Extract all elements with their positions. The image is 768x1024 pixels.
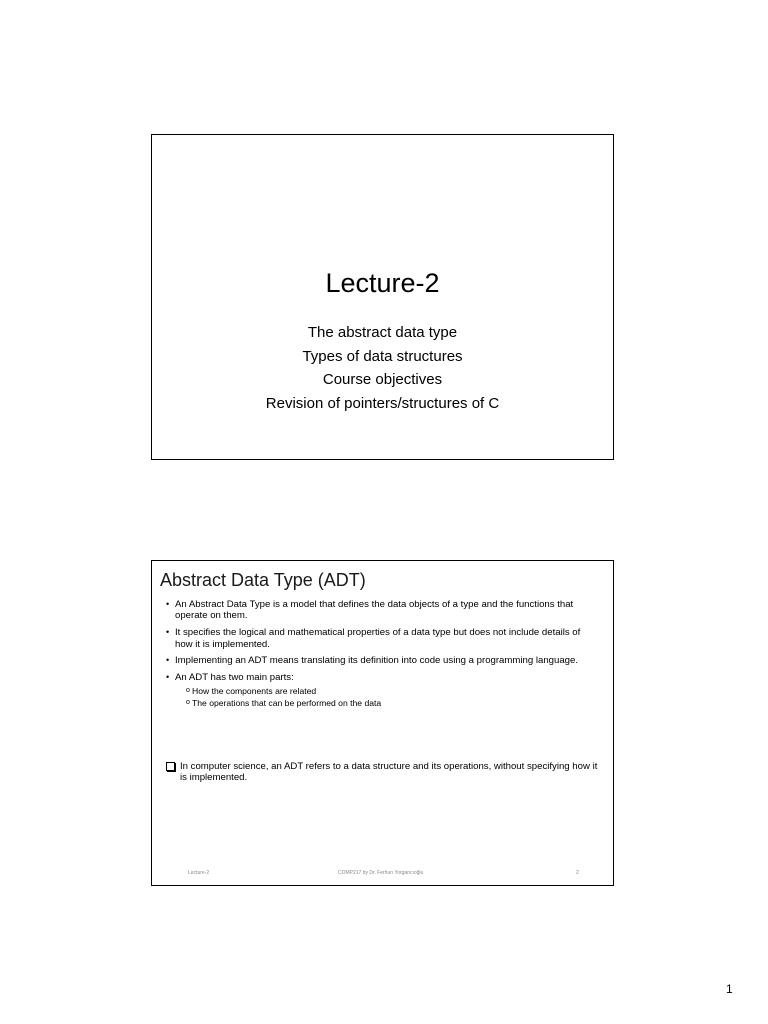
topic-item: Revision of pointers/structures of C [265, 394, 500, 412]
bullet-item [152, 672, 592, 709]
topic-item: The abstract data type [307, 324, 458, 341]
slide-title: Lecture-2 [325, 268, 440, 298]
topic-item: Types of data structures [302, 347, 463, 365]
topic-list [152, 321, 613, 415]
note-text: In computer science, an ADT refers to a data structure and its operations, without specifying how it is implemented. [180, 761, 598, 784]
checkbox-bullet-icon [166, 762, 175, 771]
circle-bullet-icon: o [186, 699, 190, 707]
bullet-icon: • [166, 627, 170, 638]
sub-bullet-list [175, 685, 592, 710]
bullet-text: Implementing an ADT means translating its definition into code using a programming language. [175, 655, 578, 667]
bullet-item [152, 627, 592, 650]
note [166, 761, 600, 784]
slide-2 [151, 560, 614, 886]
sub-bullet-item [175, 697, 592, 709]
bullet-list [152, 599, 592, 715]
page-number: 1 [726, 982, 733, 996]
bullet-text: It specifies the logical and mathematical properties of a data type but does not include details of how it is implemented. [175, 627, 581, 650]
circle-bullet-icon: o [186, 686, 190, 694]
bullet-icon: • [166, 655, 170, 666]
footer-slide-number: 2 [576, 870, 579, 876]
sub-bullet-text: The operations that can be performed on the data [192, 698, 382, 709]
sub-bullet-text: How the components are related [192, 685, 317, 696]
slide-title: Abstract Data Type (ADT) [160, 570, 366, 590]
footer-course: COMP217 by Dr. Ferhun Yorgancıoğlu [338, 870, 424, 876]
bullet-icon: • [166, 599, 170, 609]
bullet-item [152, 599, 592, 622]
sub-bullet-item [175, 685, 592, 697]
slide-1 [151, 134, 614, 460]
bullet-icon: • [166, 672, 170, 683]
topic-item: Course objectives [322, 371, 443, 388]
bullet-item [152, 655, 592, 666]
bullet-text: An ADT has two main parts: [175, 672, 294, 684]
bullet-text: An Abstract Data Type is a model that defines the data objects of a type and the functions that operate on them. [175, 599, 574, 622]
footer-lecture: Lecture-2 [188, 870, 210, 876]
